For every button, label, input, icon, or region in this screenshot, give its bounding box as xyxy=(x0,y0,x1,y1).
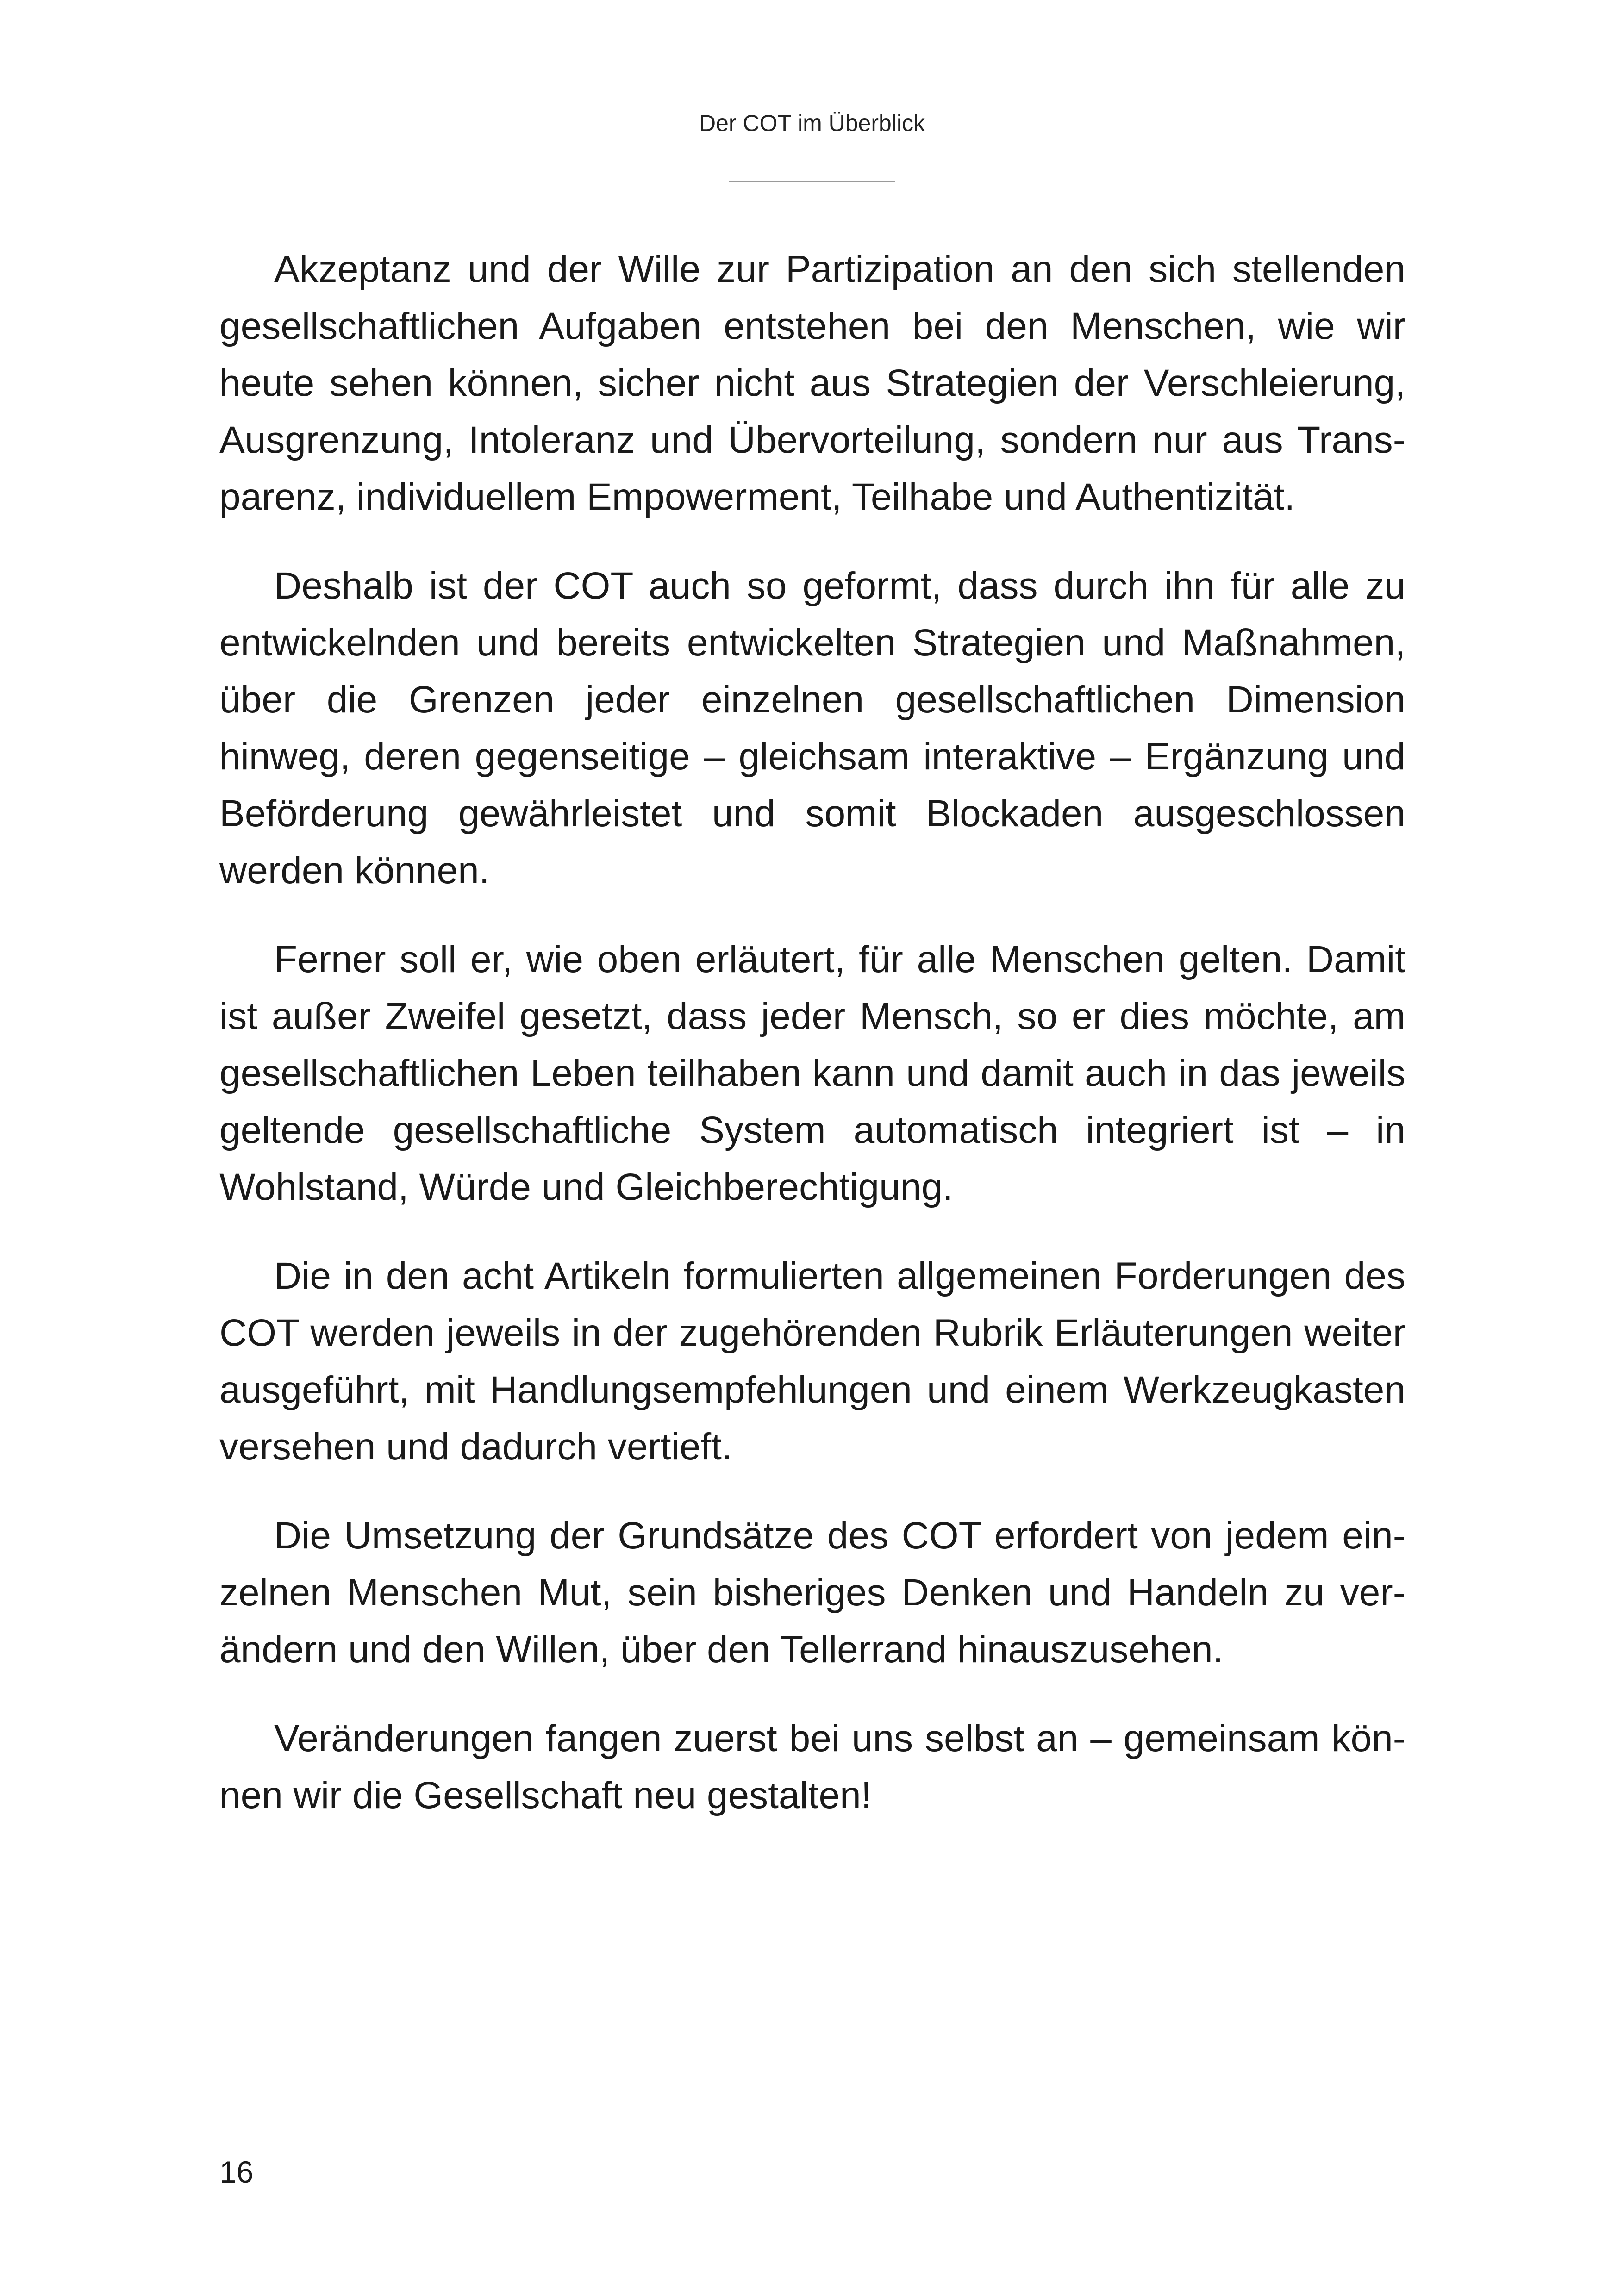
paragraph-1: Akzeptanz und der Wille zur Partizipation an den sich stellenden gesellschaftlichen Aufgaben entstehen bei den Menschen, wie wir heute sehen können, sicher nicht aus Strategien der Verschleierung, Ausgrenzung, Intoleranz und Übervorteilung, sondern nur aus Transparenz, individuellem Empowerment, Teilhabe und Authentizität. xyxy=(219,248,1405,518)
running-header-title: Der COT im Überblick xyxy=(699,110,925,136)
page-number: 16 xyxy=(219,2155,254,2189)
paragraph-2: Deshalb ist der COT auch so geformt, dass durch ihn für alle zu entwickelnden und bereits entwickelten Strategien und Maßnahmen, über die Grenzen jeder einzelnen gesellschaftlichen Dimension hinweg, deren gegenseitige – gleichsam interaktive – Ergänzung und Beförderung gewährleistet und somit Blockaden ausgeschlossen werden können. xyxy=(219,565,1405,892)
paragraph-3: Ferner soll er, wie oben erläutert, für alle Menschen gelten. Damit ist außer Zweifel gesetzt, dass jeder Mensch, so er dies möchte, am gesellschaftlichen Leben teilhaben kann und damit auch in das jeweils geltende gesellschaftliche System automatisch integriert ist – in Wohlstand, Würde und Gleichberechtigung. xyxy=(219,938,1405,1208)
header-divider xyxy=(729,181,895,182)
paragraph-4: Die in den acht Artikeln formulierten allgemeinen Forderungen des COT werden jeweils in der zugehörenden Rubrik Erläuterungen weiter ausgeführt, mit Handlungsempfehlungen und einem Werkzeugkasten versehen und dadurch vertieft. xyxy=(219,1255,1405,1468)
body-text xyxy=(219,241,1405,1856)
paragraph-6: Veränderungen fangen zuerst bei uns selbst an – gemeinsam können wir die Gesellschaft neu gestalten! xyxy=(219,1717,1405,1816)
paragraph-5: Die Umsetzung der Grundsätze des COT erfordert von jedem einzelnen Menschen Mut, sein bisheriges Denken und Handeln zu verändern und den Willen, über den Tellerrand hinauszusehen. xyxy=(219,1515,1405,1671)
